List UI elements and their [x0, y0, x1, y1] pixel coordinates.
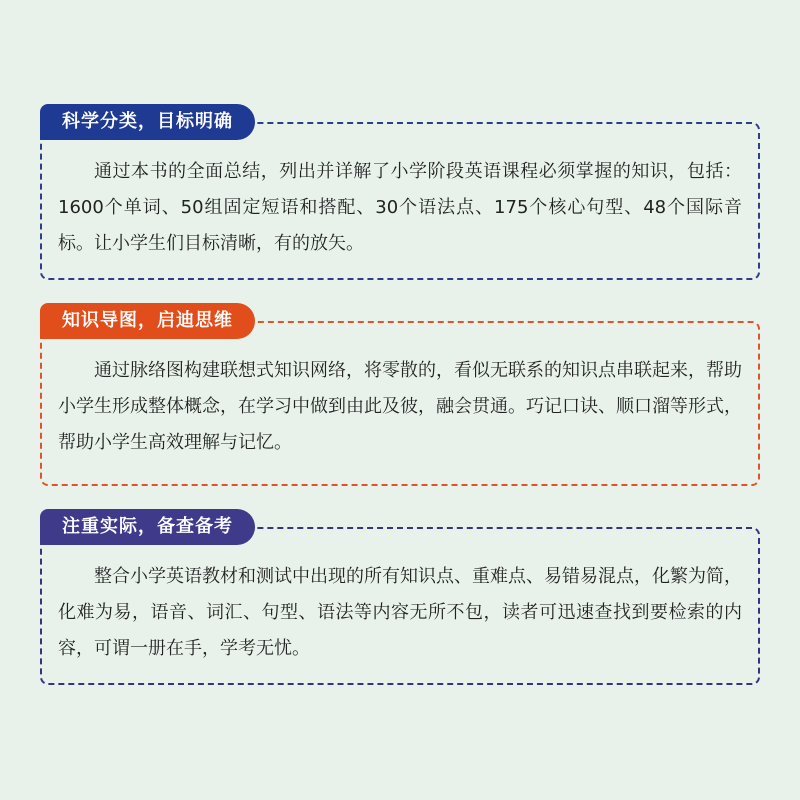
feature-section-reference: [40, 509, 760, 685]
feature-section-mindmap: [40, 303, 760, 486]
section-body-text: 整合小学英语教材和测试中出现的所有知识点、重难点、易错易混点，化繁为简，化难为易，语音、词汇、句型、语法等内容无所不包，读者可迅速查找到要检索的内容，可谓一册在手，学考无忧。: [58, 566, 742, 659]
feature-section-classification: [40, 104, 760, 280]
section-title-tag: 注重实际，备查备考: [40, 509, 255, 545]
section-title-tag: 知识导图，启迪思维: [40, 303, 255, 339]
section-body-text: 通过本书的全面总结，列出并详解了小学阶段英语课程必须掌握的知识，包括：1600个单词、50组固定短语和搭配、30个语法点、175个核心句型、48个国际音标。让小学生们目标清晰，有的放矢。: [58, 161, 742, 254]
section-title-tag: 科学分类，目标明确: [40, 104, 255, 140]
section-body-text: 通过脉络图构建联想式知识网络，将零散的，看似无联系的知识点串联起来，帮助小学生形成整体概念，在学习中做到由此及彼，融会贯通。巧记口诀、顺口溜等形式，帮助小学生高效理解与记忆。: [58, 360, 742, 453]
